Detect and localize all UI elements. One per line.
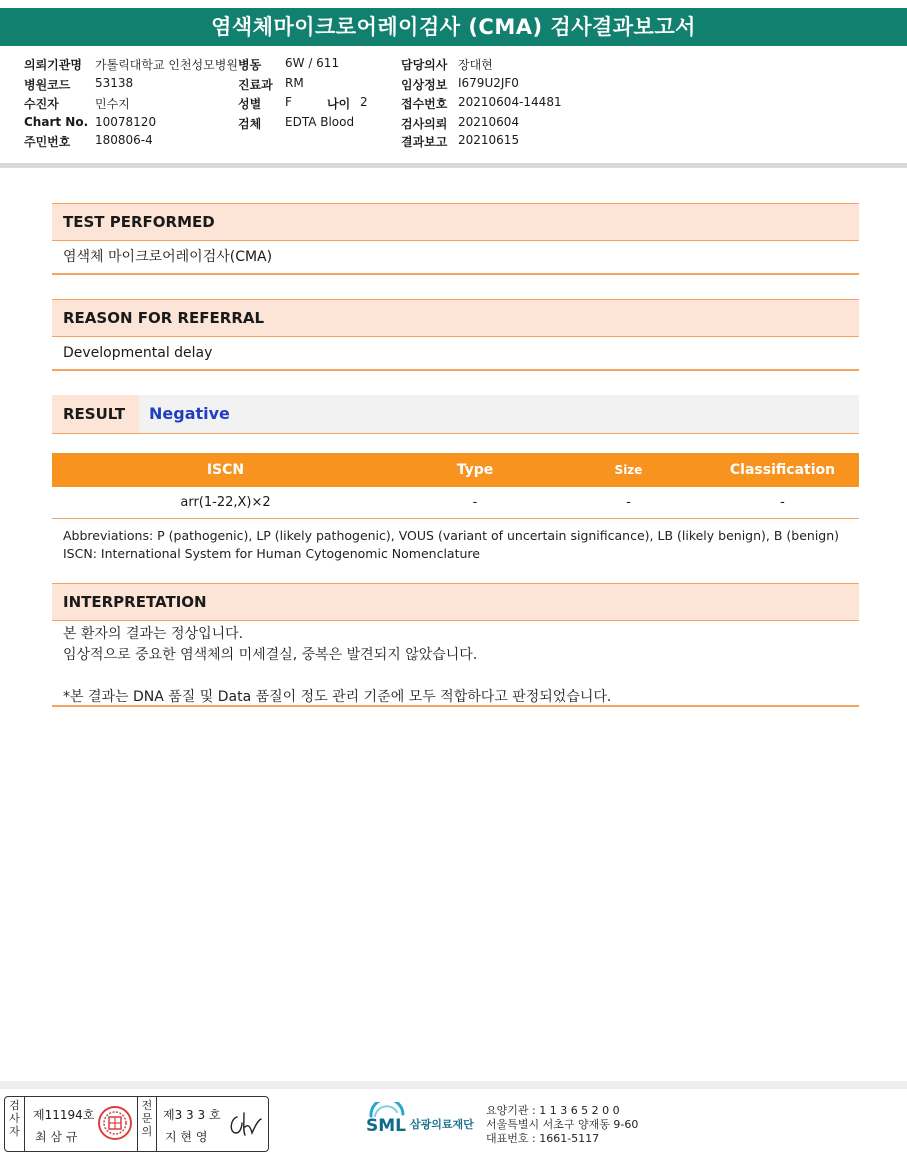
cnv-table <box>52 453 859 519</box>
reason-heading: REASON FOR REFERRAL <box>52 299 859 337</box>
hospital-label: 의뢰기관명 <box>24 58 82 72</box>
result-label: RESULT <box>52 395 139 433</box>
seal-stamp-icon <box>97 1105 133 1141</box>
chart-no-label: Chart No. <box>24 115 89 129</box>
column-header-iscn: ISCN <box>206 462 245 478</box>
column-header-size: Size <box>614 463 643 477</box>
resident-no-value: 180806-4 <box>95 133 153 147</box>
column-header-classification: Classification <box>729 462 836 478</box>
doctor-value: 장대현 <box>458 58 493 72</box>
specialist-name: 지 현 영 <box>165 1130 208 1144</box>
doctor-label: 담당의사 <box>401 58 448 72</box>
organization-name: 삼광의료재단 <box>410 1118 474 1131</box>
signature-box <box>4 1096 269 1152</box>
interpretation-heading: INTERPRETATION <box>52 583 859 621</box>
signature-icon <box>227 1109 263 1139</box>
institution-info <box>486 1104 638 1146</box>
report-date-value: 20210615 <box>458 133 520 147</box>
institution-code: 요양기관 : 1 1 3 6 5 2 0 0 <box>486 1104 620 1117</box>
footer-divider <box>0 1081 907 1089</box>
cell-iscn: arr(1-22,X)×2 <box>180 495 271 510</box>
request-date-label: 검사의뢰 <box>401 117 448 131</box>
hospital-value: 가톨릭대학교 인천성모병원 <box>95 58 238 72</box>
request-date-value: 20210604 <box>458 115 520 129</box>
interpretation-note: *본 결과는 DNA 품질 및 Data 품질이 정도 관리 기준에 모두 적합하다고 판정되었습니다. <box>63 689 612 705</box>
patient-label: 수진자 <box>24 97 59 111</box>
receipt-no-value: 20210604-14481 <box>458 95 562 109</box>
reason-value: Developmental delay <box>52 337 859 371</box>
abbreviations <box>63 527 839 563</box>
hospital-code-value: 53138 <box>95 76 134 90</box>
abbreviations-line: Abbreviations: P (pathogenic), LP (likely pathogenic), VOUS (variant of uncertain significance), LB (likely benign), B (benign) <box>63 528 840 543</box>
clinical-info-label: 임상정보 <box>401 78 448 92</box>
report-date-label: 결과보고 <box>401 135 448 149</box>
institution-address: 서울특별시 서초구 양재동 9-60 <box>486 1118 639 1131</box>
sex-value: F <box>285 95 292 109</box>
ward-label: 병동 <box>238 58 262 72</box>
test-performed-value: 염색체 마이크로어레이검사(CMA) <box>52 241 859 275</box>
test-performed-heading: TEST PERFORMED <box>52 203 859 241</box>
report-title: 염색체마이크로어레이검사 (CMA) 검사결과보고서 <box>0 8 907 46</box>
table-header <box>52 453 859 487</box>
hospital-code-label: 병원코드 <box>24 78 71 92</box>
specialist-license: 제3 3 3 호 <box>163 1108 221 1122</box>
interpretation-line: 본 환자의 결과는 정상입니다. <box>63 626 244 642</box>
result-value: Negative <box>149 404 230 423</box>
header-divider <box>0 163 907 168</box>
examiner-license: 제11194호 <box>33 1108 95 1122</box>
interpretation-divider <box>52 705 859 707</box>
cell-type: - <box>472 495 478 510</box>
specimen-value: EDTA Blood <box>285 115 355 129</box>
department-label: 진료과 <box>238 78 273 92</box>
ward-value: 6W / 611 <box>285 56 340 70</box>
cell-classification: - <box>780 495 785 510</box>
age-label: 나이 <box>327 97 351 111</box>
department-value: RM <box>285 76 304 90</box>
examiner-name: 최 삼 규 <box>35 1130 78 1144</box>
interpretation-spacer <box>63 666 611 687</box>
sml-logo-text: SML <box>366 1116 406 1136</box>
sex-label: 성별 <box>238 97 262 111</box>
patient-info <box>0 52 907 162</box>
interpretation-line: 임상적으로 중요한 염색체의 미세결실, 중복은 발견되지 않았습니다. <box>63 647 478 663</box>
table-row <box>52 487 859 519</box>
patient-value: 민수지 <box>95 97 130 111</box>
result-row <box>52 395 859 434</box>
cell-size: - <box>626 495 631 510</box>
examiner-label: 검사자 <box>5 1097 25 1151</box>
age-value: 2 <box>360 95 368 109</box>
clinical-info-value: I679U2JF0 <box>458 76 519 90</box>
interpretation-text <box>63 624 611 708</box>
specialist-label: 전문의 <box>137 1097 157 1151</box>
specimen-label: 검체 <box>238 117 262 131</box>
sml-logo <box>365 1102 409 1146</box>
resident-no-label: 주민번호 <box>24 135 71 149</box>
institution-phone: 대표번호 : 1661-5117 <box>486 1132 600 1145</box>
iscn-definition: ISCN: International System for Human Cytogenomic Nomenclature <box>63 546 480 561</box>
receipt-no-label: 접수번호 <box>401 97 448 111</box>
column-header-type: Type <box>456 462 494 478</box>
chart-no-value: 10078120 <box>95 115 157 129</box>
